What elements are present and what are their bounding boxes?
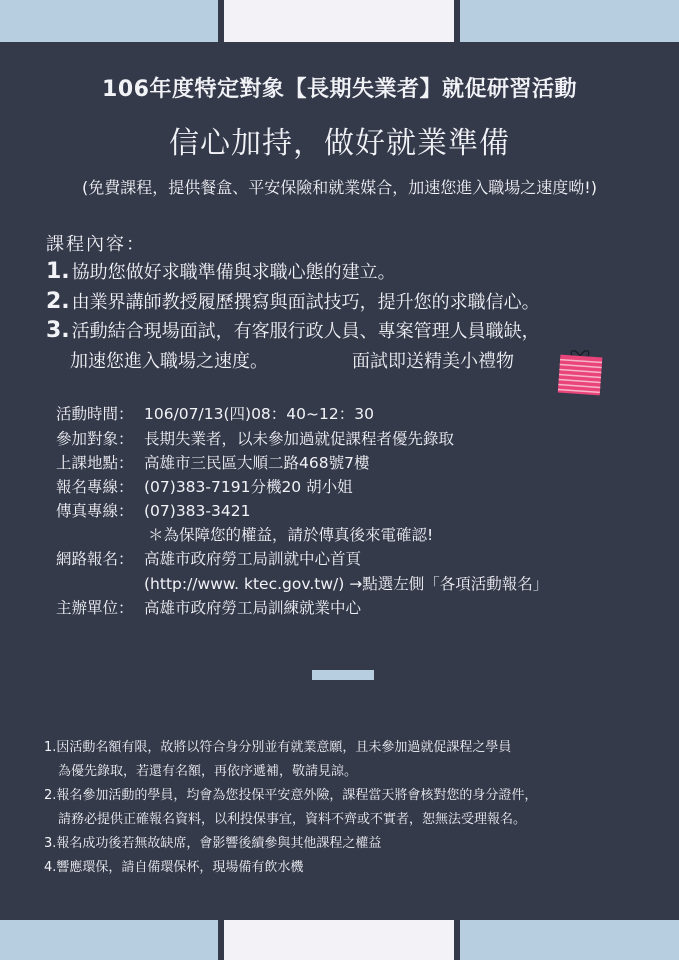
info-value: 高雄市政府勞工局訓練就業中心 [144,599,362,617]
course-item-number: 2. [46,289,70,314]
info-label: 傳真專線： [56,502,134,520]
info-value: 高雄市政府勞工局訓就中心首頁 [144,550,362,568]
section-divider [312,670,374,680]
course-item-text: 活動結合現場面試，有客服行政人員、專案管理人員職缺， [71,321,540,342]
gift-note: 面試即送精美小禮物 [352,351,514,372]
bottom-bar-center-block [224,920,454,960]
note-2-line-2: 請務必提供正確報名資料，以利投保事宜，資料不齊或不實者，恕無法受理報名。 [58,812,527,827]
course-item [46,288,540,314]
top-bar-center-block [224,0,454,42]
info-time [56,402,374,424]
course-section-title: 課程內容： [46,234,146,255]
note-1-line-1: 1.因活動名額有限，故將以符合身分別並有就業意願，且未參加過就促課程之學員 [44,740,512,755]
note-1-line-2: 為優先錄取，若還有名額，再依序遞補，敬請見諒。 [58,764,358,779]
info-location [56,451,369,473]
subheadline: (免費課程，提供餐盒、平安保險和就業媒合，加速您進入職場之速度呦!) [82,178,597,197]
course-item [46,258,396,284]
info-label: 報名專線： [56,478,134,496]
note-4: 4.響應環保，請自備環保杯，現場備有飲水機 [44,860,304,875]
gift-box-icon [557,346,603,396]
course-item [46,317,540,343]
info-label: 上課地點： [56,454,134,472]
note-2-line-1: 2.報名參加活動的學員，均會為您投保平安意外險，課程當天將會核對您的身分證件， [44,788,538,803]
bottom-bar-left-block [0,920,218,960]
bottom-decor-bar [0,920,679,960]
fax-note: ＊為保障您的權益，請於傳真後來電確認! [148,526,434,544]
info-value: 長期失業者，以未參加過就促課程者優先錄取 [144,430,455,448]
note-3: 3.報名成功後若無故缺席，會影響後續參與其他課程之權益 [44,836,382,851]
info-value: (07)383-7191分機20 胡小姐 [144,478,353,496]
top-bar-left-block [0,0,218,42]
info-phone [56,475,353,497]
course-item-number: 1. [46,259,70,284]
info-label: 活動時間： [56,405,134,423]
info-organizer [56,596,361,618]
info-value: (07)383-3421 [144,502,251,520]
info-online [56,547,361,569]
course-item-text: 協助您做好求職準備與求職心態的建立。 [71,262,396,283]
info-label: 參加對象： [56,430,134,448]
course-item-continuation: 加速您進入職場之速度。 [70,351,268,372]
info-value: 高雄市三民區大順二路468號7樓 [144,454,370,472]
top-decor-bar [0,0,679,42]
info-target [56,427,454,449]
info-fax [56,499,250,521]
event-title: 106年度特定對象【長期失業者】就促研習活動 [102,77,577,102]
bottom-bar-right-block [460,920,679,960]
headline: 信心加持，做好就業準備 [169,126,510,161]
info-value: 106/07/13(四)08：40~12：30 [144,405,374,423]
course-item-number: 3. [46,318,70,343]
online-registration-link[interactable]: (http://www. ktec.gov.tw/) →點選左側「各項活動報名」 [144,575,549,593]
info-label: 主辦單位： [56,599,134,617]
course-item-text: 由業界講師教授履歷撰寫與面試技巧，提升您的求職信心。 [71,292,540,313]
info-label: 網路報名： [56,550,134,568]
top-bar-right-block [460,0,679,42]
